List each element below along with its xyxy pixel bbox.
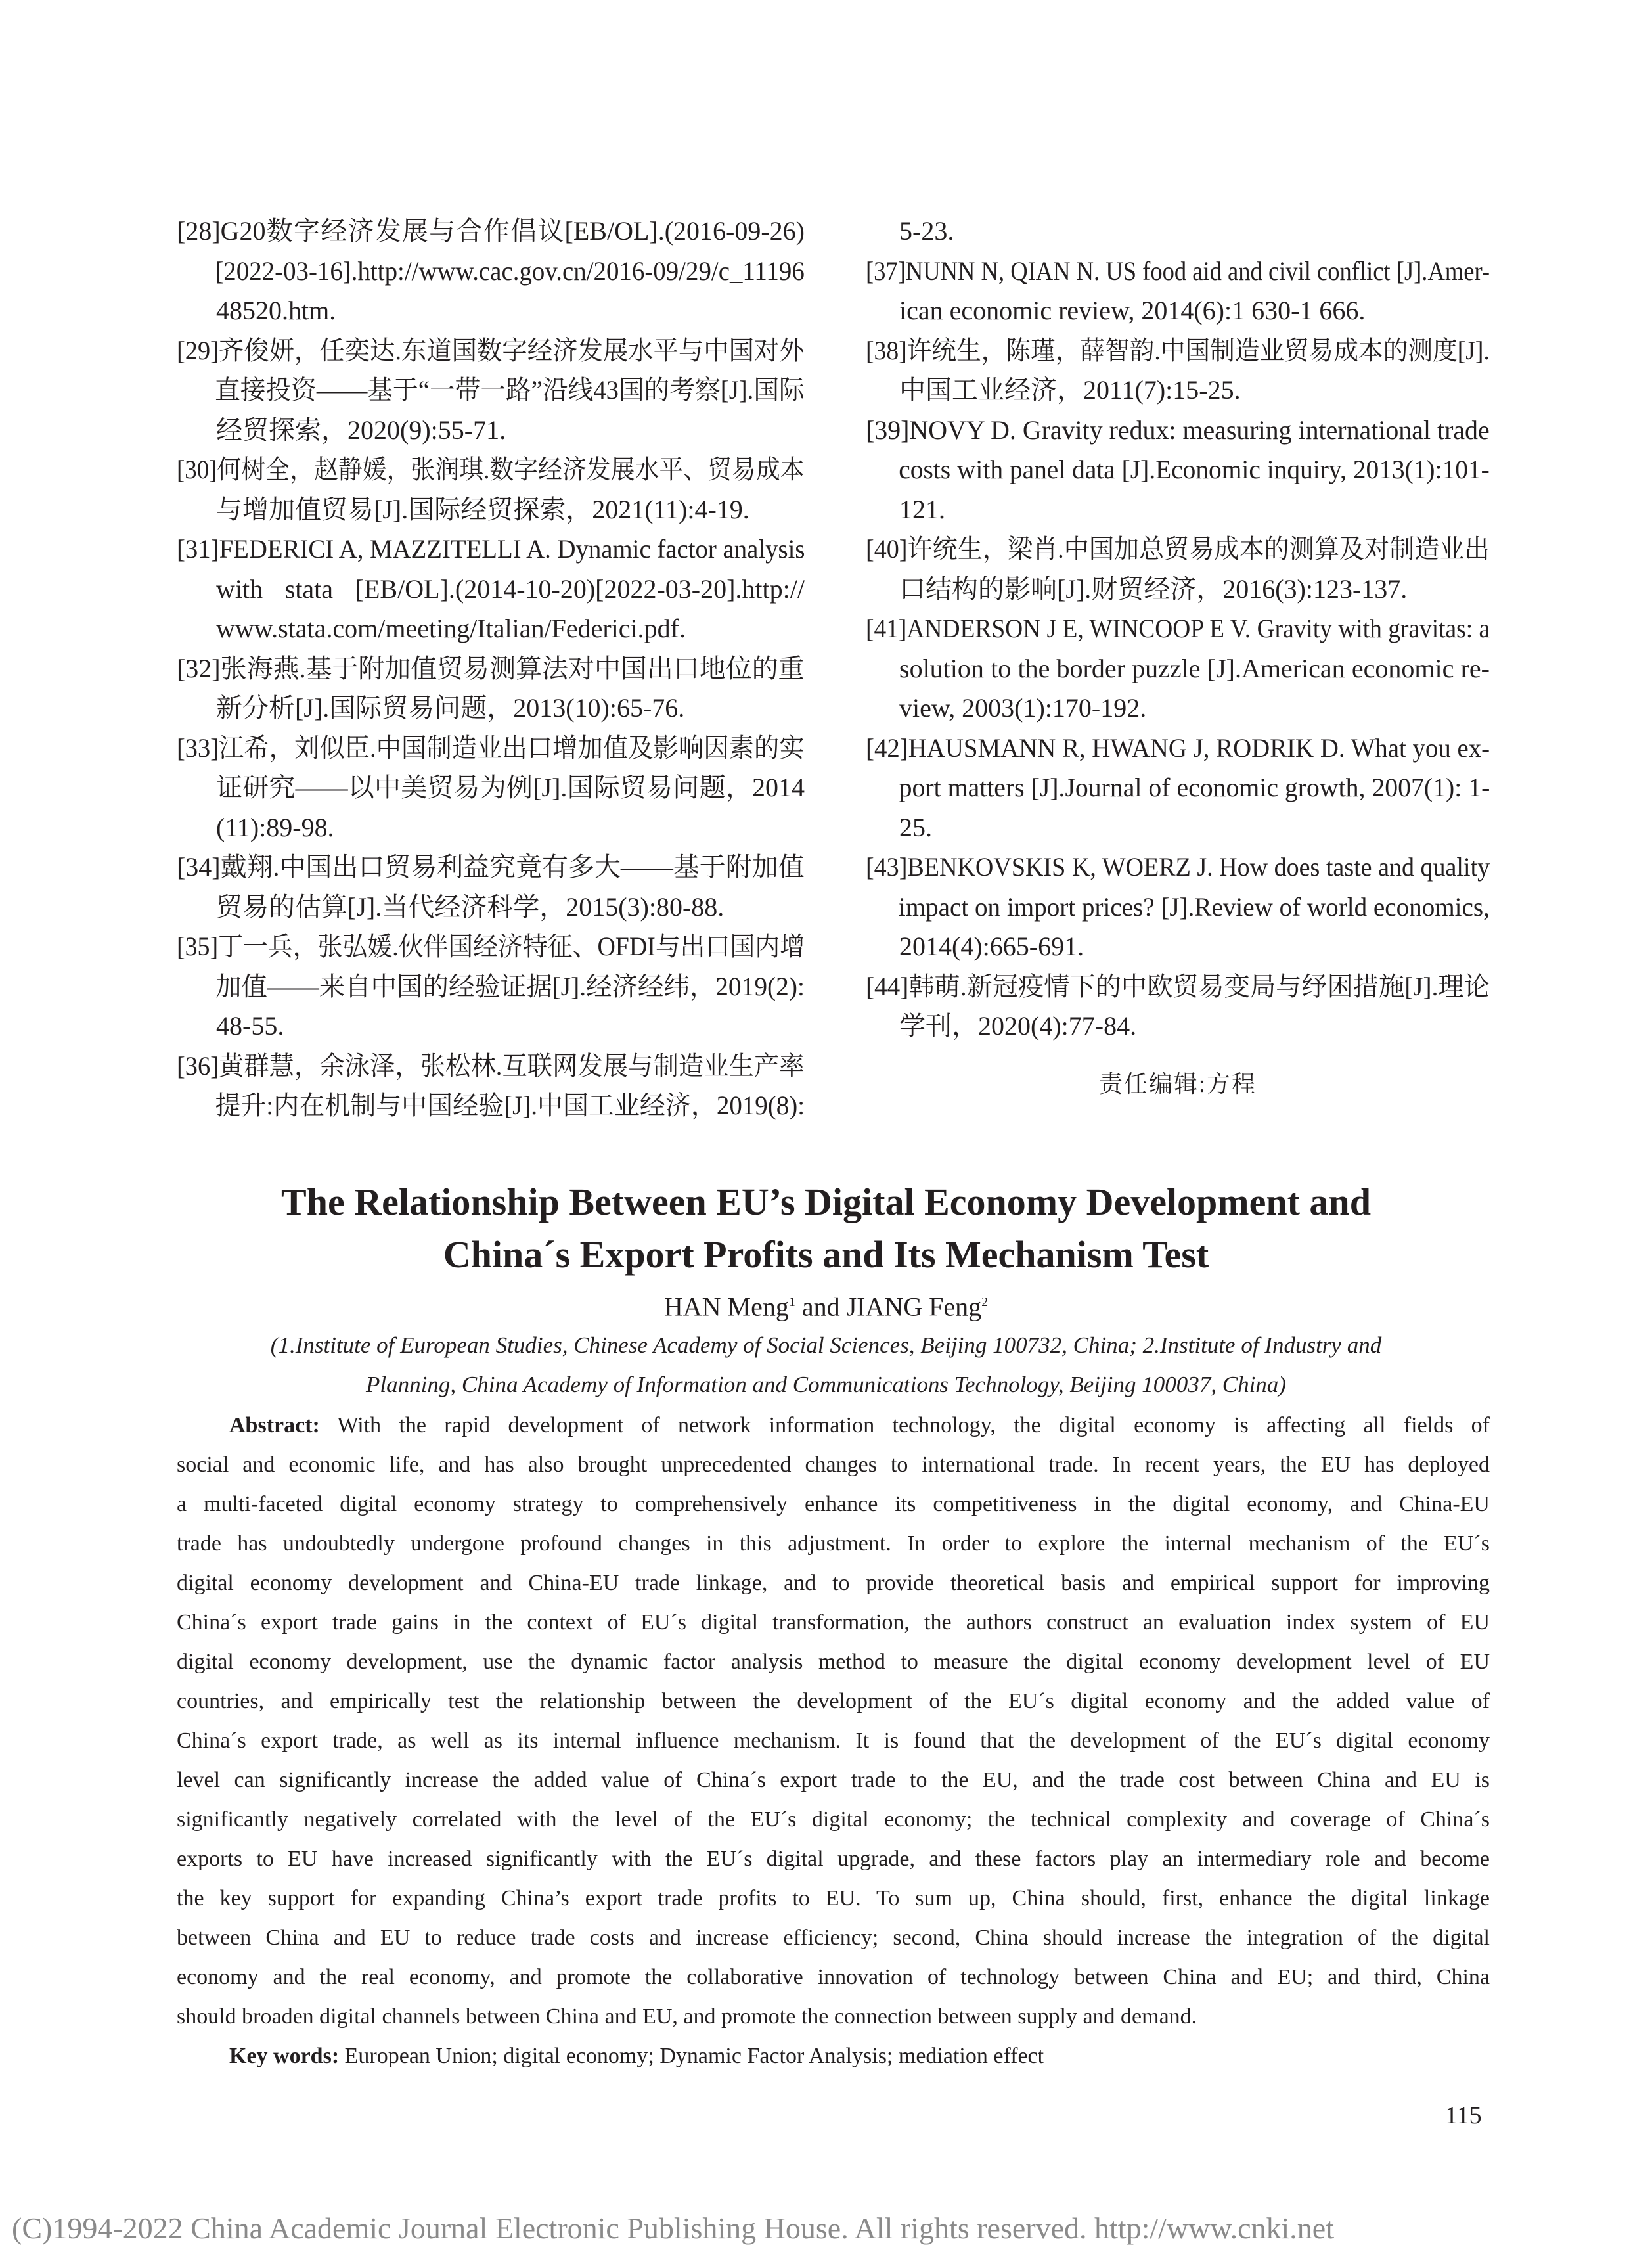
abstract-text: level can significantly increase the added value of China´s export trade to the EU, and the trade cost between China and EU is — [177, 1768, 1490, 1792]
reference-line: 与增加值贸易[J].国际经贸探索，2021(11):4-19. — [216, 494, 749, 524]
abstract-text: social and economic life, and has also brought unprecedented changes to international trade. In recent years, the EU has deployed — [177, 1453, 1490, 1477]
abstract-line — [177, 1761, 1490, 1800]
reference-line: [34]戴翔.中国出口贸易利益究竟有多大——基于附加值 — [177, 852, 805, 882]
reference-item — [866, 331, 1490, 411]
reference-item — [866, 967, 1490, 1047]
abstract-line — [177, 1642, 1490, 1682]
abstract-line — [177, 1603, 1490, 1642]
authors — [0, 1282, 1652, 1326]
reference-item — [866, 212, 1490, 252]
reference-line: 提升:内在机制与中国经验[J].中国工业经济，2019(8): — [215, 1091, 805, 1120]
abstract-text: the key support for expanding China’s export trade profits to EU. To sum up, China should, first, enhance the digital linkage — [177, 1886, 1490, 1910]
responsible-editor: 责任编辑:方程 — [1098, 1071, 1257, 1097]
reference-line: [36]黄群慧，余泳泽，张松林.互联网发展与制造业生产率 — [177, 1050, 805, 1081]
abstract-text: economy and the real economy, and promote the collaborative innovation of technology between China and EU; and third, China — [177, 1965, 1490, 1989]
abstract-line — [177, 1564, 1490, 1603]
reference-item — [866, 411, 1490, 530]
reference-line: 2014(4):665-691. — [899, 932, 1084, 961]
reference-item — [177, 450, 805, 530]
references-right-column — [866, 212, 1490, 1047]
reference-line: 5-23. — [899, 216, 954, 246]
reference-line: [42]HAUSMANN R, HWANG J, RODRIK D. What you ex- — [866, 733, 1490, 763]
affiliation-line-1: (1.Institute of European Studies, Chinese Academy of Social Sciences, Beijing 100732, China; 2.Institute of Industry and — [270, 1332, 1382, 1358]
reference-item — [177, 530, 805, 649]
abstract-line — [177, 1445, 1490, 1485]
reference-item — [177, 729, 805, 848]
reference-item — [177, 1047, 805, 1126]
abstract-text: should broaden digital channels between China and EU, and promote the connection between supply and demand. — [177, 2004, 1197, 2029]
reference-line: [39]NOVY D. Gravity redux: measuring international trade — [866, 415, 1490, 445]
author-1: HAN Meng — [663, 1292, 789, 1322]
reference-line: (11):89-98. — [216, 812, 334, 842]
reference-line: 加值——来自中国的经验证据[J].经济经纬，2019(2): — [215, 971, 805, 1001]
reference-line: costs with panel data [J].Economic inquiry, 2013(1):101- — [899, 455, 1490, 484]
reference-line: 48-55. — [216, 1011, 284, 1041]
reference-line: www.stata.com/meeting/Italian/Federici.pdf. — [216, 614, 686, 643]
author-1-affiliation-mark: 1 — [788, 1295, 795, 1309]
abstract-line — [177, 1840, 1490, 1879]
reference-line: 48520.htm. — [216, 296, 336, 325]
reference-line: view, 2003(1):170-192. — [899, 693, 1147, 723]
abstract-text: China´s export trade, as well as its internal influence mechanism. It is found that the development of the EU´s digital economy — [177, 1728, 1490, 1753]
reference-line: [40]许统生，梁肖.中国加总贸易成本的测算及对制造业出 — [866, 534, 1490, 564]
article-title-line-2: China´s Export Profits and Its Mechanism Test — [443, 1233, 1209, 1276]
reference-line: 贸易的估算[J].当代经济科学，2015(3):80-88. — [216, 892, 725, 922]
reference-line: [30]何树全，赵静媛，张润琪.数字经济发展水平、贸易成本 — [177, 455, 805, 484]
reference-line: 学刊，2020(4):77-84. — [899, 1011, 1137, 1041]
reference-line: [44]韩萌.新冠疫情下的中欧贸易变局与纾困措施[J].理论 — [866, 971, 1490, 1001]
keywords — [229, 2037, 1044, 2076]
copyright-footer: (C)1994-2022 China Academic Journal Electronic Publishing House. All rights reserved. http://www.cnki.net — [12, 2211, 1334, 2245]
reference-line: impact on import prices? [J].Review of world economics, — [898, 892, 1490, 922]
article-title-line-1: The Relationship Between EU’s Digital Economy Development and — [281, 1181, 1371, 1223]
reference-line: [38]许统生，陈瑾，薛智韵.中国制造业贸易成本的测度[J]. — [866, 335, 1490, 365]
abstract — [177, 1406, 1490, 2037]
reference-line: 121. — [899, 494, 945, 524]
abstract-line — [177, 1721, 1490, 1761]
abstract-line — [177, 1524, 1490, 1564]
abstract-line — [177, 1800, 1490, 1840]
abstract-text: China´s export trade gains in the context of EU´s digital transformation, the authors construct an evaluation index system of EU — [177, 1610, 1490, 1635]
reference-item — [866, 847, 1490, 967]
reference-line: [35]丁一兵，张弘媛.伙伴国经济特征、OFDI与出口国内增 — [177, 932, 805, 961]
reference-item — [177, 927, 805, 1047]
reference-item — [177, 212, 805, 331]
abstract-line — [177, 1682, 1490, 1721]
abstract-text: significantly negatively correlated with the level of the EU´s digital economy; the technical complexity and coverage of China´s — [177, 1807, 1490, 1832]
reference-line: 证研究——以中美贸易为例[J].国际贸易问题，2014 — [216, 773, 805, 802]
reference-line: 经贸探索，2020(9):55-71. — [216, 415, 506, 445]
keywords-label: Key words: — [229, 2044, 340, 2068]
abstract-line — [177, 1879, 1490, 1918]
abstract-text: countries, and empirically test the relationship between the development of the EU´s digital economy and the added value of — [177, 1689, 1490, 1713]
reference-line: 口结构的影响[J].财贸经济，2016(3):123-137. — [899, 574, 1408, 604]
reference-line: ican economic review, 2014(6):1 630-1 666. — [899, 296, 1366, 325]
abstract-text: digital economy development and China-EU trade linkage, and to provide theoretical basis and empirical support for improving — [177, 1571, 1490, 1595]
references-left-column — [177, 212, 805, 1126]
keywords-text: European Union; digital economy; Dynamic Factor Analysis; mediation effect — [344, 2044, 1044, 2068]
reference-item — [866, 729, 1490, 848]
reference-line: [37]NUNN N, QIAN N. US food aid and civil conflict [J].Amer- — [866, 256, 1490, 286]
reference-line: [41]ANDERSON J E, WINCOOP E V. Gravity with gravitas: a — [866, 614, 1490, 643]
reference-item — [866, 530, 1490, 609]
reference-item — [177, 847, 805, 927]
reference-line: [29]齐俊妍，任奕达.东道国数字经济发展水平与中国对外 — [177, 335, 805, 365]
author-2: JIANG Feng — [846, 1292, 982, 1322]
reference-line: 中国工业经济，2011(7):15-25. — [899, 375, 1241, 405]
reference-line: 直接投资——基于“一带一路”沿线43国的考察[J].国际 — [215, 375, 805, 405]
reference-line: [2022-03-16].http://www.cac.gov.cn/2016-09/29/c_11196 — [215, 256, 805, 286]
reference-line: [33]江希，刘似臣.中国制造业出口增加值及影响因素的实 — [177, 733, 805, 763]
reference-line: 新分析[J].国际贸易问题，2013(10):65-76. — [216, 693, 685, 723]
abstract-text: between China and EU to reduce trade costs and increase efficiency; second, China should increase the integration of the digital — [177, 1926, 1490, 1950]
page-number: 115 — [1445, 2102, 1482, 2129]
affiliation-line-2: Planning, China Academy of Information and Communications Technology, Beijing 100037, China) — [366, 1372, 1286, 1397]
reference-line: with stata [EB/OL].(2014-10-20)[2022-03-20].http:// — [216, 574, 805, 604]
reference-line: [32]张海燕.基于附加值贸易测算法对中国出口地位的重 — [177, 653, 805, 683]
abstract-line — [177, 1406, 1490, 1445]
abstract-text: exports to EU have increased significantly with the EU´s digital upgrade, and these factors play an intermediary role and become — [177, 1847, 1490, 1871]
reference-item — [866, 609, 1490, 729]
authors-conjunction: and — [801, 1292, 840, 1322]
reference-item — [177, 331, 805, 451]
abstract-line — [177, 1918, 1490, 1958]
reference-item — [177, 649, 805, 729]
reference-line: port matters [J].Journal of economic growth, 2007(1): 1- — [899, 773, 1490, 802]
reference-line: [28]G20数字经济发展与合作倡议[EB/OL].(2016-09-26) — [177, 216, 805, 246]
reference-item — [866, 252, 1490, 331]
reference-line: [31]FEDERICI A, MAZZITELLI A. Dynamic factor analysis — [177, 534, 805, 564]
abstract-line — [177, 1485, 1490, 1524]
abstract-label: Abstract: — [229, 1413, 320, 1437]
abstract-line — [177, 1997, 1490, 2037]
abstract-text: a multi-faceted digital economy strategy to comprehensively enhance its competitiveness in the digital economy, and China-EU — [177, 1492, 1490, 1516]
abstract-line — [177, 1958, 1490, 1997]
reference-line: solution to the border puzzle [J].American economic re- — [899, 653, 1490, 683]
author-2-affiliation-mark: 2 — [981, 1295, 989, 1309]
abstract-text: digital economy development, use the dynamic factor analysis method to measure the digital economy development level of EU — [177, 1650, 1490, 1674]
abstract-text: trade has undoubtedly undergone profound changes in this adjustment. In order to explore the internal mechanism of the EU´s — [177, 1531, 1490, 1556]
reference-line: [43]BENKOVSKIS K, WOERZ J. How does taste and quality — [866, 852, 1490, 882]
reference-line: 25. — [899, 812, 932, 842]
abstract-text: With the rapid development of network information technology, the digital economy is affecting all fields of — [337, 1413, 1490, 1437]
